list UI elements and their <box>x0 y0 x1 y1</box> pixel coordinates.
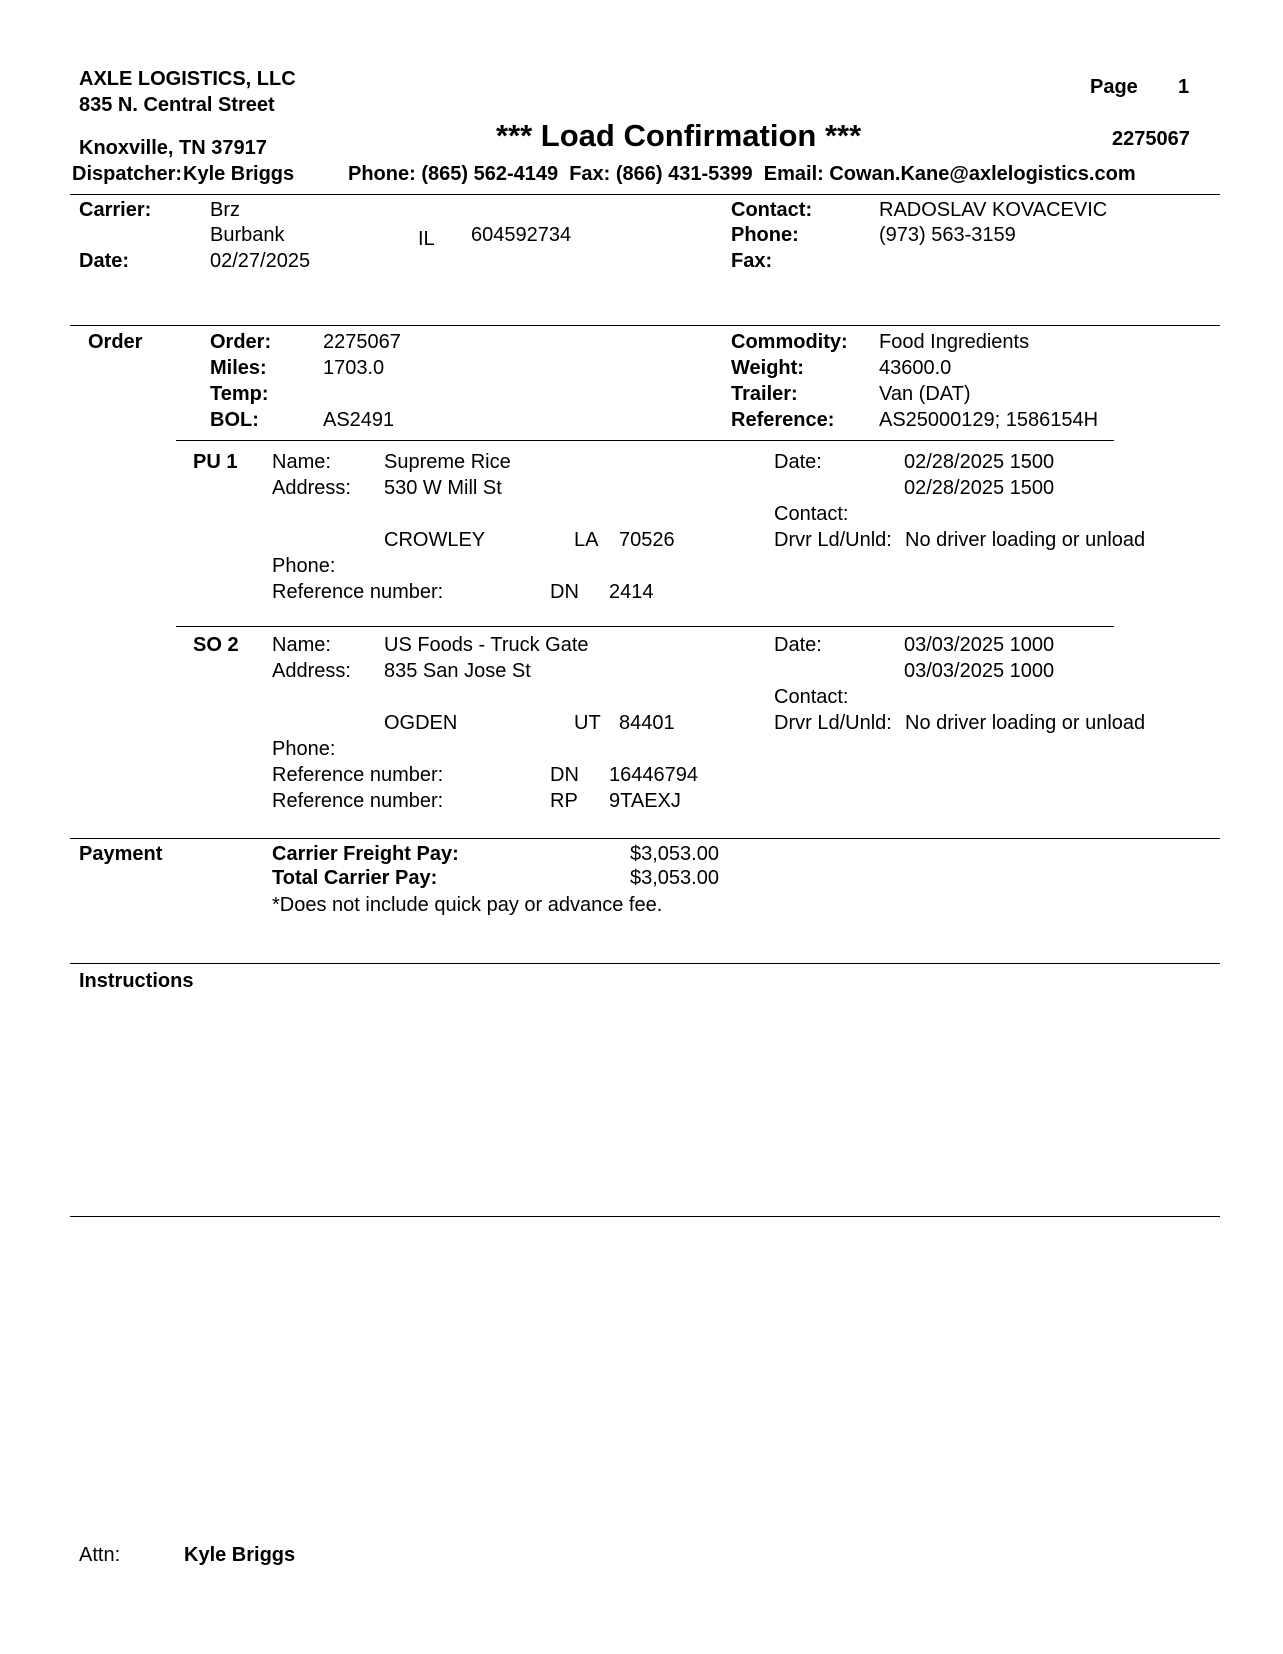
order-divider <box>70 325 1220 326</box>
stop-address-label: Address: <box>272 660 351 682</box>
trailer-value: Van (DAT) <box>879 383 971 405</box>
stop-city: OGDEN <box>384 712 458 734</box>
stop-reference-label: Reference number: <box>272 764 444 786</box>
stop-date-1: 02/28/2025 1500 <box>904 451 1055 473</box>
stop-name-label: Name: <box>272 451 331 473</box>
stop-reference-value: 16446794 <box>609 764 698 786</box>
stop-zip: 70526 <box>619 529 675 551</box>
carrier-zip: 604592734 <box>471 224 572 246</box>
carrier-phone: (973) 563-3159 <box>879 224 1016 246</box>
weight-label: Weight: <box>731 357 804 379</box>
stop-2-divider <box>176 626 1114 627</box>
stop-drvr-label: Drvr Ld/Unld: <box>774 529 892 551</box>
reference-label: Reference: <box>731 409 835 431</box>
load-number: 2275067 <box>1112 128 1190 150</box>
stop-reference-value: 2414 <box>609 581 654 603</box>
dispatcher-contact-line: Phone: (865) 562-4149 Fax: (866) 431-5399 Email: Cowan.Kane@axlelogistics.com <box>348 163 1136 185</box>
stop-phone-label: Phone: <box>272 555 336 577</box>
stop-date-label: Date: <box>774 451 822 473</box>
total-pay-value: $3,053.00 <box>630 867 719 889</box>
stop-address-label: Address: <box>272 477 351 499</box>
order-number: 2275067 <box>323 331 401 353</box>
reference-value: AS25000129; 1586154H <box>879 409 1099 431</box>
commodity-label: Commodity: <box>731 331 848 353</box>
freight-pay-label: Carrier Freight Pay: <box>272 843 459 865</box>
stop-reference-value-2: 9TAEXJ <box>609 790 681 812</box>
stop-contact-label: Contact: <box>774 686 849 708</box>
commodity-value: Food Ingredients <box>879 331 1030 353</box>
stop-name-label: Name: <box>272 634 331 656</box>
stop-city: CROWLEY <box>384 529 486 551</box>
dispatcher-label: Dispatcher: <box>72 163 183 185</box>
stop-date-1: 03/03/2025 1000 <box>904 634 1055 656</box>
trailer-label: Trailer: <box>731 383 798 405</box>
carrier-fax-label: Fax: <box>731 250 773 272</box>
company-city-state-zip: Knoxville, TN 37917 <box>79 137 267 159</box>
stop-reference-label-2: Reference number: <box>272 790 444 812</box>
page-number: 1 <box>1178 76 1190 98</box>
company-name: AXLE LOGISTICS, LLC <box>79 68 296 90</box>
carrier-contact-label: Contact: <box>731 199 813 221</box>
stop-phone-label: Phone: <box>272 738 336 760</box>
stop-name: US Foods - Truck Gate <box>384 634 589 656</box>
carrier-phone-label: Phone: <box>731 224 799 246</box>
stop-code: SO 2 <box>193 634 239 656</box>
stop-reference-type-2: RP <box>550 790 578 812</box>
carrier-date: 02/27/2025 <box>210 250 311 272</box>
order-number-label: Order: <box>210 331 272 353</box>
bol-value: AS2491 <box>323 409 395 431</box>
payment-section-label: Payment <box>79 843 163 865</box>
stop-drvr-value: No driver loading or unload <box>905 529 1146 551</box>
stop-reference-type: DN <box>550 581 579 603</box>
header-divider <box>70 194 1220 195</box>
attn-label: Attn: <box>79 1544 121 1566</box>
company-street: 835 N. Central Street <box>79 94 275 116</box>
stop-state: UT <box>574 712 601 734</box>
stop-reference-type: DN <box>550 764 579 786</box>
stop-zip: 84401 <box>619 712 675 734</box>
carrier-contact: RADOSLAV KOVACEVIC <box>879 199 1108 221</box>
payment-note: *Does not include quick pay or advance fee. <box>272 894 663 916</box>
instructions-end-divider <box>70 1216 1220 1217</box>
stop-state: LA <box>574 529 599 551</box>
stop-address: 835 San Jose St <box>384 660 531 682</box>
stop-address: 530 W Mill St <box>384 477 502 499</box>
stop-date-2: 03/03/2025 1000 <box>904 660 1055 682</box>
carrier-city: Burbank <box>210 224 285 246</box>
stop-contact-label: Contact: <box>774 503 849 525</box>
payment-divider <box>70 838 1220 839</box>
stop-name: Supreme Rice <box>384 451 511 473</box>
miles-value: 1703.0 <box>323 357 385 379</box>
carrier-date-label: Date: <box>79 250 130 272</box>
temp-label: Temp: <box>210 383 269 405</box>
instructions-divider <box>70 963 1220 964</box>
stop-date-label: Date: <box>774 634 822 656</box>
stop-drvr-label: Drvr Ld/Unld: <box>774 712 892 734</box>
carrier-state: IL <box>418 228 435 250</box>
dispatcher-name: Kyle Briggs <box>183 163 295 185</box>
order-section-label: Order <box>88 331 143 353</box>
attn-name: Kyle Briggs <box>184 1544 296 1566</box>
page-label: Page <box>1090 76 1138 98</box>
stop-reference-label: Reference number: <box>272 581 444 603</box>
miles-label: Miles: <box>210 357 267 379</box>
total-pay-label: Total Carrier Pay: <box>272 867 438 889</box>
weight-value: 43600.0 <box>879 357 952 379</box>
carrier-name: Brz <box>210 199 240 221</box>
stop-1-divider <box>176 440 1114 441</box>
stop-drvr-value: No driver loading or unload <box>905 712 1146 734</box>
bol-label: BOL: <box>210 409 259 431</box>
instructions-section-label: Instructions <box>79 970 194 992</box>
carrier-label: Carrier: <box>79 199 152 221</box>
stop-date-2: 02/28/2025 1500 <box>904 477 1055 499</box>
freight-pay-value: $3,053.00 <box>630 843 719 865</box>
stop-code: PU 1 <box>193 451 238 473</box>
document-title: *** Load Confirmation *** <box>496 118 862 153</box>
